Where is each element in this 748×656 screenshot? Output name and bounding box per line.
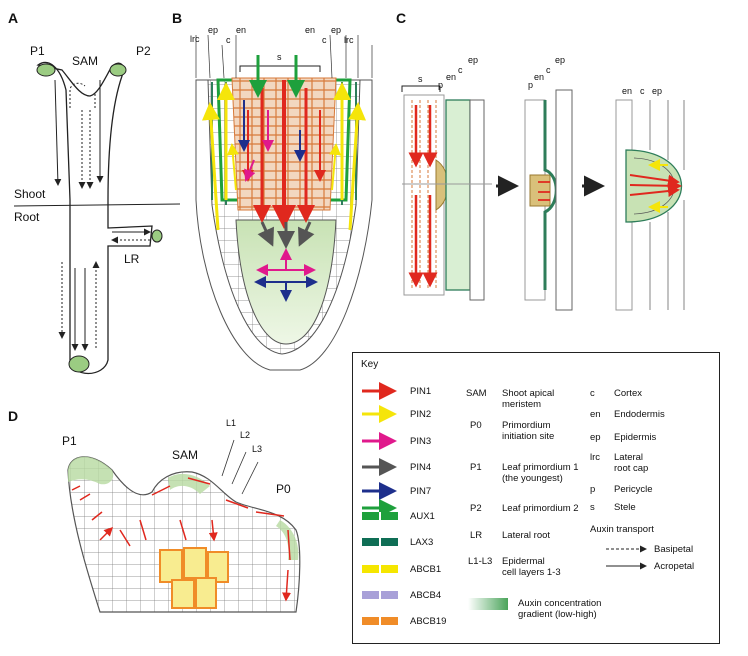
label-c2-cortex: c [546,65,551,75]
panel-d-shoot-apex [68,440,300,612]
key-text-lateral-root-cap: Lateral root cap [614,452,649,474]
label-c-endodermis: en [446,72,457,82]
key-abbr-p1: P1 [470,462,482,473]
key-swatch-abcb19 [362,617,398,625]
key-text-p1: Leaf primordium 1 (the youngest) [502,462,579,484]
label-b-c-right: c [322,35,327,45]
key-text-cortex: Cortex [614,388,642,399]
label-b-lrc-right: lrc [344,35,354,45]
key-text-pericycle: Pericycle [614,484,653,495]
label-d-l1: L1 [226,418,237,428]
key-title: Key [361,359,379,370]
label-c3-endodermis: en [622,86,633,96]
label-d-p1: P1 [62,434,77,448]
key-text-stele: Stele [614,502,636,513]
label-d-l3: L3 [252,444,263,454]
key-label-abcb1: ABCB1 [410,564,442,575]
label-c3-epidermis: ep [652,86,663,96]
label-b-stele: s [277,52,282,62]
label-p1: P1 [30,44,45,58]
key-text-epidermis: Epidermis [614,432,657,443]
panel-c-letter: C [396,10,407,26]
key-gradient-label: Auxin concentration gradient (low-high) [518,598,602,620]
key-auxin-transport-title: Auxin transport [590,524,654,535]
key-swatch-lax3 [362,538,398,546]
key-swatch-aux1 [362,512,398,520]
panel-b-root-tip [196,35,372,370]
label-root: Root [14,210,40,224]
label-c2-epidermis: ep [555,55,566,65]
label-c-stele: s [418,74,423,84]
key-text-lr: Lateral root [502,530,551,541]
key-swatch-abcb4 [362,591,398,599]
panel-b-letter: B [172,10,183,26]
label-c-pericycle: p [438,80,444,90]
p2-meristem [110,64,126,76]
label-d-p0: P0 [276,482,291,496]
key-abbr-c: c [590,388,595,399]
panel-c-lateral-root [402,86,684,310]
key-text-sam: Shoot apical meristem [502,388,555,410]
label-b-ep-right: ep [331,25,342,35]
label-shoot: Shoot [14,187,46,201]
lr-meristem [152,230,162,242]
label-d-sam: SAM [172,448,199,462]
label-b-ep-left: ep [208,25,219,35]
key-label-pin2: PIN2 [410,409,432,420]
key-text-l1-l3: Epidermal cell layers 1-3 [502,556,561,578]
label-lr: LR [124,252,140,266]
key-text-p2: Leaf primordium 2 [502,503,579,514]
key-label-pin4: PIN4 [410,462,432,473]
key-abbr-l1-l3: L1-L3 [468,556,493,567]
label-d-l2: L2 [240,430,251,440]
p1-meristem [37,64,55,76]
label-b-en-right: en [305,25,316,35]
key-acropetal: Acropetal [654,561,695,572]
key-abbr-p0: P0 [470,420,482,431]
key-label-pin3: PIN3 [410,436,432,447]
panel-d-letter: D [8,408,19,424]
key-text-p0: Primordium initiation site [502,420,555,442]
key-abbr-s: s [590,502,595,513]
key-label-lax3: LAX3 [410,537,434,548]
key-abbr-en: en [590,409,601,420]
key-abbr-sam: SAM [466,388,487,399]
key-abbr-lr: LR [470,530,483,541]
label-c-cortex: c [458,65,463,75]
panel-a-letter: A [8,10,19,26]
root-meristem [69,356,89,372]
key-label-pin7: PIN7 [410,486,432,497]
key-text-endodermis: Endodermis [614,409,665,420]
label-b-c-left: c [226,35,231,45]
key-swatch-abcb1 [362,565,398,573]
label-sam: SAM [72,54,99,68]
label-c3-cortex: c [640,86,645,96]
key-abbr-ep: ep [590,432,601,443]
label-b-en-left: en [236,25,247,35]
key-basipetal: Basipetal [654,544,694,555]
key-label-pin1: PIN1 [410,386,432,397]
label-c2-endodermis: en [534,72,545,82]
key-label-abcb4: ABCB4 [410,590,442,601]
label-c2-pericycle: p [528,80,534,90]
key-label-aux1: AUX1 [410,511,435,522]
label-b-lrc-left: lrc [190,34,200,44]
label-c-epidermis: ep [468,55,479,65]
key-abbr-lrc: lrc [590,452,601,463]
key-abbr-p: p [590,484,596,495]
label-p2: P2 [136,44,151,58]
key-label-abcb19: ABCB19 [410,616,447,627]
key-abbr-p2: P2 [470,503,482,514]
